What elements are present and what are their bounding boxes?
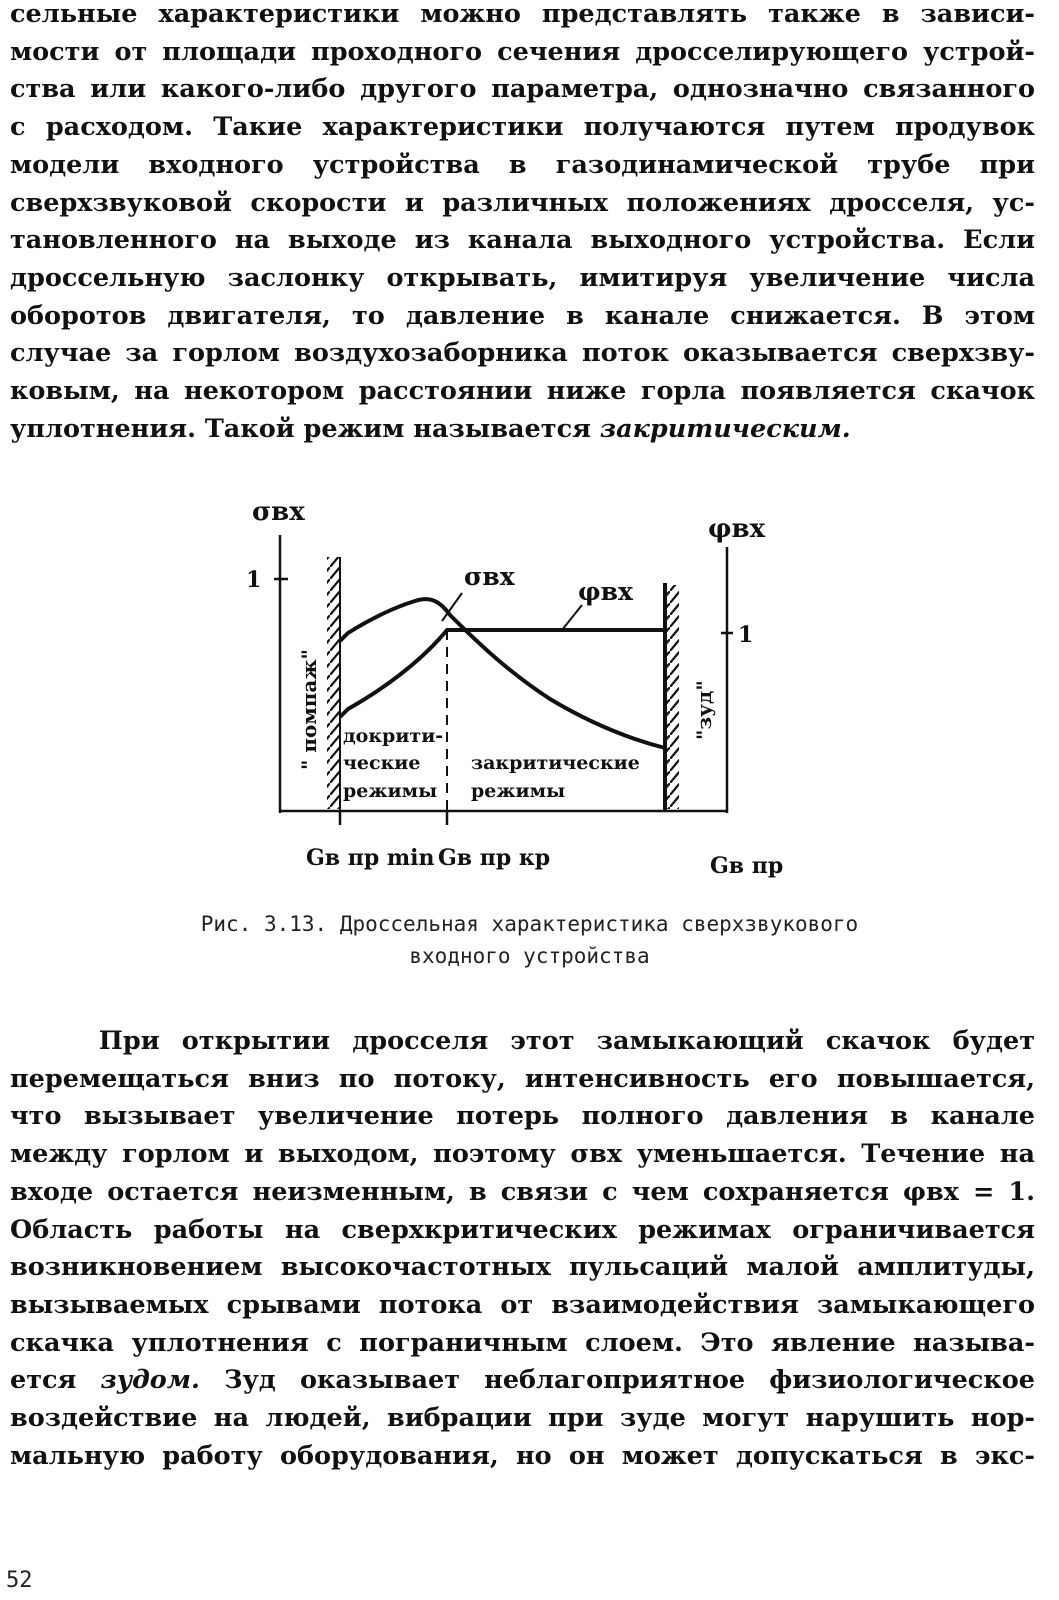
paragraph-top bbox=[10, 0, 1035, 448]
text-line: тановленного на выходе из канала выходного устройства. Если bbox=[10, 225, 1035, 256]
emphasis-term: зудом. bbox=[100, 1365, 200, 1396]
text-line: оборотов двигателя, то давление в канале снижается. В этом bbox=[10, 300, 1035, 331]
text-line: мости от площади проходного сечения дросселирующего устрой- bbox=[10, 36, 1035, 67]
text-line: что вызывает увеличение потерь полного давления в канале bbox=[10, 1101, 1035, 1132]
page-number: 52 bbox=[6, 1568, 33, 1593]
surge-wall-hatching bbox=[327, 557, 339, 809]
sigma-curve-label: σвх bbox=[464, 562, 515, 591]
text-line: При открытии дросселя этот замыкающий скачок будет bbox=[10, 1026, 1035, 1056]
buzz-label: "зуд" bbox=[692, 680, 716, 740]
text-line: сельные характеристики можно представлять также в зависи- bbox=[10, 0, 1035, 29]
figure-caption bbox=[0, 908, 1059, 972]
subcritical-label-3: режимы bbox=[343, 780, 438, 802]
subcritical-label-2: ческие bbox=[343, 752, 421, 774]
left-tick-label: 1 bbox=[246, 567, 262, 593]
emphasis-term: закритическим. bbox=[599, 413, 851, 444]
text-line bbox=[10, 1362, 1035, 1400]
text-run: ется bbox=[10, 1365, 101, 1396]
text-line: входе остается неизменным, в связи с чем сохраняется φвх = 1. bbox=[10, 1176, 1035, 1207]
caption-line-1: Рис. 3.13. Дроссельная характеристика сверхзвукового bbox=[200, 912, 859, 936]
text-line: ства или какого-либо другого параметра, однозначно связанного bbox=[10, 74, 1035, 105]
text-line: вызываемых срывами потока от взаимодействия замыкающего bbox=[10, 1289, 1035, 1320]
text-line: мальную работу оборудования, но он может допускаться в экс- bbox=[10, 1440, 1035, 1471]
x-label-min: Gв пр min bbox=[306, 845, 435, 871]
text-line: скачка уплотнения с пограничным слоем. Это явление называ- bbox=[10, 1327, 1035, 1358]
right-axis-label: φвх bbox=[708, 514, 766, 544]
left-axis-label: σвх bbox=[252, 497, 305, 527]
surge-label: " помпаж" bbox=[297, 649, 321, 770]
phi-curve bbox=[340, 630, 665, 717]
x-label-axis: Gв пр bbox=[710, 853, 784, 879]
phi-curve-label: φвх bbox=[578, 577, 633, 606]
supercritical-label-2: режимы bbox=[471, 780, 566, 802]
phi-leader bbox=[562, 605, 582, 630]
supercritical-label-1: закритические bbox=[471, 752, 640, 774]
text-line: сверхзвуковой скорости и различных положениях дросселя, ус- bbox=[10, 187, 1035, 218]
text-line: возникновением высокочастотных пульсаций малой амплитуды, bbox=[10, 1252, 1035, 1283]
text-run: уплотнения. Такой режим называется bbox=[10, 413, 600, 444]
text-line: перемещаться вниз по потоку, интенсивность его повышается, bbox=[10, 1063, 1035, 1094]
text-line: случае за горлом воздухозаборника поток оказывается сверхзву- bbox=[10, 338, 1035, 369]
right-tick-label: 1 bbox=[738, 622, 754, 648]
text-line: между горлом и выходом, поэтому σвх уменьшается. Течение на bbox=[10, 1139, 1035, 1170]
text-line: дроссельную заслонку открывать, имитируя увеличение числа bbox=[10, 262, 1035, 293]
text-line-last bbox=[10, 411, 1035, 449]
text-line: ковым, на некотором расстоянии ниже горла появляется скачок bbox=[10, 376, 1035, 407]
text-line: модели входного устройства в газодинамической трубе при bbox=[10, 149, 1035, 180]
text-run: Зуд оказывает неблагоприятное физиологическое bbox=[199, 1365, 1035, 1396]
x-label-kr: Gв пр кр bbox=[438, 845, 551, 871]
text-line: Область работы на сверхкритических режимах ограничивается bbox=[10, 1214, 1035, 1245]
throttle-characteristic-figure bbox=[230, 495, 830, 895]
text-line: с расходом. Такие характеристики получаются путем продувок bbox=[10, 112, 1035, 143]
caption-line-2: входного устройства bbox=[409, 944, 650, 968]
subcritical-label-1: докрити- bbox=[343, 725, 444, 747]
text-line: воздействие на людей, вибрации при зуде могут нарушить нор- bbox=[10, 1403, 1035, 1434]
buzz-wall-hatching bbox=[667, 585, 679, 809]
paragraph-bottom bbox=[10, 1023, 1035, 1475]
